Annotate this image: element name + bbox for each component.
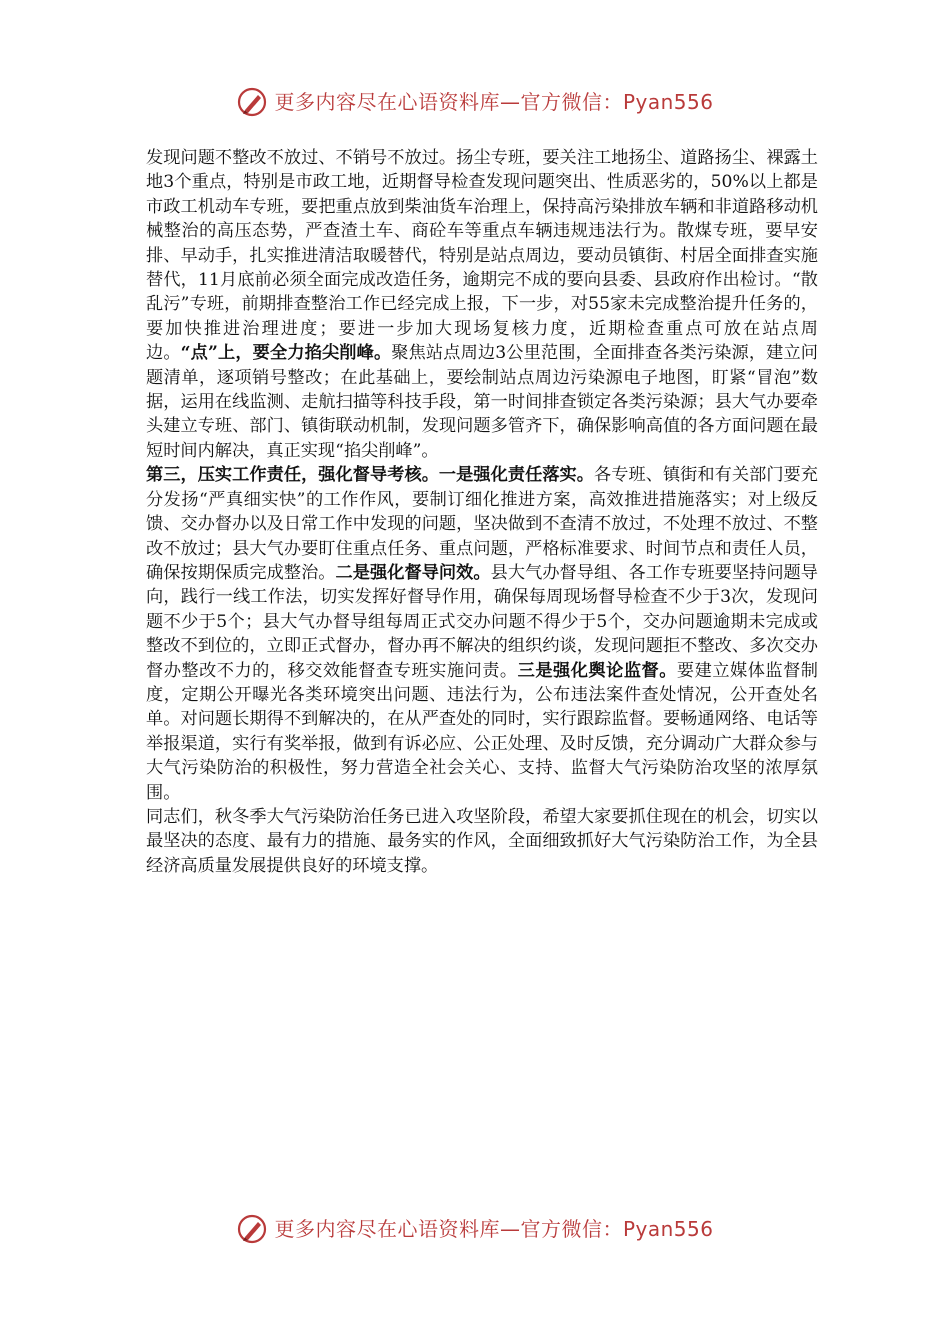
emphasis-heading: “点”上，要全力掐尖削峰。 <box>180 343 392 364</box>
footer-watermark <box>0 1213 950 1245</box>
paragraph-text: 发现问题不整改不放过、不销号不放过。扬尘专班，要关注工地扬尘、道路扬尘、裸露土地3个重点，特别是市政工地，近期督导检查发现问题突出、性质恶劣的，50%以上都是市政工机动车专班，要把重点放到柴油货车治理上，保持高污染排放车辆和非道路移动机械整治的高压态势，严查渣土车、商砼车等重点车辆违规违法行为。散煤专班，要早安排、早动手，扎实推进清洁取暖替代，特别是站点周边，要动员镇街、村居全面排查实施替代，11月底前必须全面完成改造任务，逾期完不成的要向县委、县政府作出检讨。“散乱污”专班，前期排查整治工作已经完成上报，下一步，对55家未完成整治提升任务的，要加快推进治理进度；要进一步加大现场复核力度，近期检查重点可放在站点周边。 <box>146 148 818 364</box>
section-heading: 第三，压实工作责任，强化督导考核。一是强化责任落实。 <box>146 465 595 486</box>
pen-logo-icon <box>236 86 268 118</box>
pen-logo-icon <box>236 1213 268 1245</box>
paragraph <box>146 463 818 805</box>
paragraph-text: 县大气办督导组、各工作专班要坚持问题导向，践行一线工作法，切实发挥好督导作用，确保每周现场督导检查不少于3次，发现问题不少于5个；县大气办督导组每周正式交办问题不得少于5个，交办问题逾期未完成或整改不到位的，立即正式督办，督办再不解决的组织约谈，发现问题拒不整改、多次交办督办整改不力的，移交效能督查专班实施问责。 <box>146 562 818 681</box>
paragraph <box>146 146 818 463</box>
emphasis-heading: 二是强化督导问效。 <box>335 562 491 583</box>
paragraph-text: 同志们，秋冬季大气污染防治任务已进入攻坚阶段，希望大家要抓住现在的机会，切实以最坚决的态度、最有力的措施、最务实的作风，全面细致抓好大气污染防治工作，为全县经济高质量发展提供良好的环境支撑。 <box>146 806 818 876</box>
watermark-text: 更多内容尽在心语资料库—官方微信：Pyan556 <box>274 90 714 114</box>
paragraph-text: 要建立媒体监督制度，定期公开曝光各类环境突出问题、违法行为，公布违法案件查处情况，公开查处名单。对问题长期得不到解决的，在从严查处的同时，实行跟踪监督。要畅通网络、电话等举报渠道，实行有奖举报，做到有诉必应、公正处理、及时反馈，充分调动广大群众参与大气污染防治的积极性，努力营造全社会关心、支持、监督大气污染防治攻坚的浓厚氛围。 <box>146 660 818 803</box>
paragraph <box>146 805 818 878</box>
emphasis-heading: 三是强化舆论监督。 <box>517 660 677 681</box>
watermark-text: 更多内容尽在心语资料库—官方微信：Pyan556 <box>274 1217 714 1241</box>
paragraph-text: 聚焦站点周边3公里范围，全面排查各类污染源，建立问题清单，逐项销号整改；在此基础上，要绘制站点周边污染源电子地图，盯紧“冒泡”数据，运用在线监测、走航扫描等科技手段，第一时间排查锁定各类污染源；县大气办要牵头建立专班、部门、镇街联动机制，发现问题多管齐下，确保影响高值的各方面问题在最短时间内解决，真正实现“掐尖削峰”。 <box>146 343 818 461</box>
paragraph-text: 各专班、镇街和有关部门要充分发扬“严真细实快”的工作作风，要制订细化推进方案，高效推进措施落实；对上级反馈、交办督办以及日常工作中发现的问题，坚决做到不查清不放过，不处理不放过、不整改不放过；县大气办要盯住重点任务、重点问题，严格标准要求、时间节点和责任人员，确保按期保质完成整治。 <box>146 465 818 583</box>
document-body <box>146 146 818 878</box>
header-watermark <box>0 86 950 118</box>
